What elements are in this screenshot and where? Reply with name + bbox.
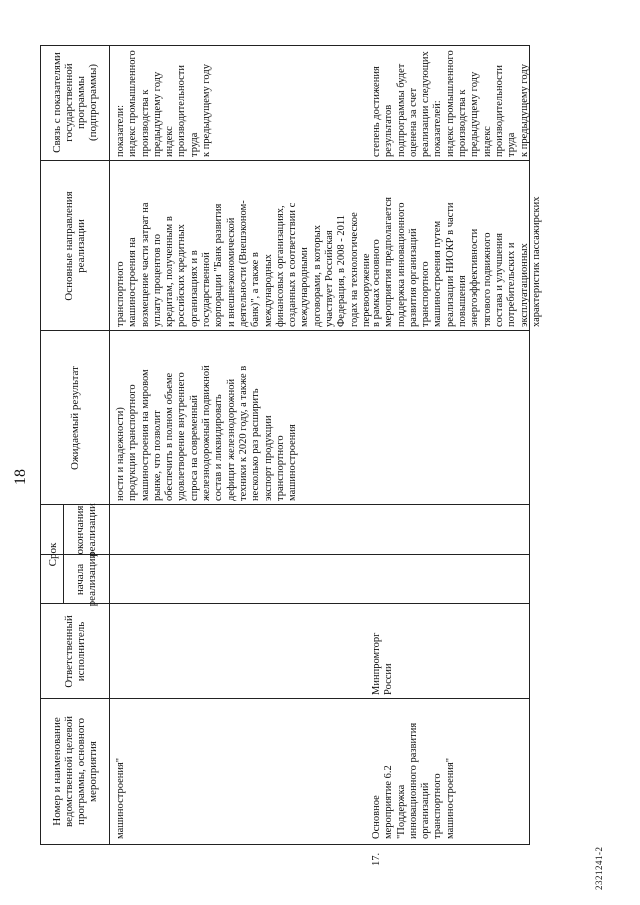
header-name: Номер и наименование ведомственной целевой программы, основного мероприятия	[51, 716, 99, 827]
header-responsible: Ответственный исполнитель	[63, 615, 87, 688]
row1-name: машиностроения"	[115, 757, 126, 839]
column-divider	[41, 504, 529, 505]
page-number: 18	[12, 469, 29, 485]
row2-directions: в рамках основного мероприятия предполагается поддержка инновационного развития организаций транспортного машиностроения путем реализации НИОКР в части повышения энергоэффективности тягового подвижного состава и улучшения потребительских и эксплуатационных характеристик пассажирских	[371, 196, 542, 327]
header-result: Ожидаемый результат	[69, 366, 81, 470]
header-end: окончания реализации	[74, 503, 98, 557]
header-bottom-line	[109, 46, 110, 844]
column-divider	[41, 330, 529, 331]
header-term: Срок	[47, 542, 59, 567]
row2-number: 17.	[371, 852, 382, 866]
header-link: Связь с показателями государственной программы (подпрограммы)	[51, 52, 99, 153]
row2-responsible: Минпромторг России	[371, 632, 395, 695]
document-code: 2321241-2	[594, 846, 604, 890]
row1-link: показатели: индекс промышленного производства к предыдущему году индекс производительности труда к предыдущему году	[115, 50, 213, 157]
header-directions: Основные направления реализации	[63, 191, 87, 301]
column-divider	[41, 698, 529, 699]
term-header-divider	[63, 505, 64, 604]
column-divider	[41, 603, 529, 604]
row2-link: степень достижения результатов подпрограммы будет оценена за счет реализации следующих показателей: индекс промышленного производства к предыдущему году индекс производительности труда к предыдущему году	[371, 50, 530, 157]
program-table	[40, 45, 542, 866]
column-divider	[41, 160, 529, 161]
row1-result: ности и надежности) продукции транспортного машиностроения на мировом рынке, что позволит обеспечить в полном объеме удовлетворение внутреннего спроса на современный железнодорожный подвижной состав и ликвидировать дефицит железнодорожной техники к 2020 году, а также в несколько раз расширить экспорт продукции транспортного машиностроения	[115, 365, 299, 501]
row2-name: Основное мероприятие 6.2 "Поддержка инновационного развития организаций транспортного машиностроения"	[371, 722, 456, 839]
column-divider	[41, 554, 529, 555]
row1-directions: транспортного машиностроения на возмещение части затрат на уплату процентов по кредитам, полученным в российских кредитных организациях и в государственной корпорации "Банк развития и внешнеэкономической деятельности (Внешэконом- банк)", а также в международных финансовых организациях, созданных в соответствии с международными договорами, в которых участвует Российская Федерация, в 2008 - 2011 годах на технологическое перевооружение	[115, 200, 372, 327]
header-start: начала реализации	[74, 552, 98, 607]
